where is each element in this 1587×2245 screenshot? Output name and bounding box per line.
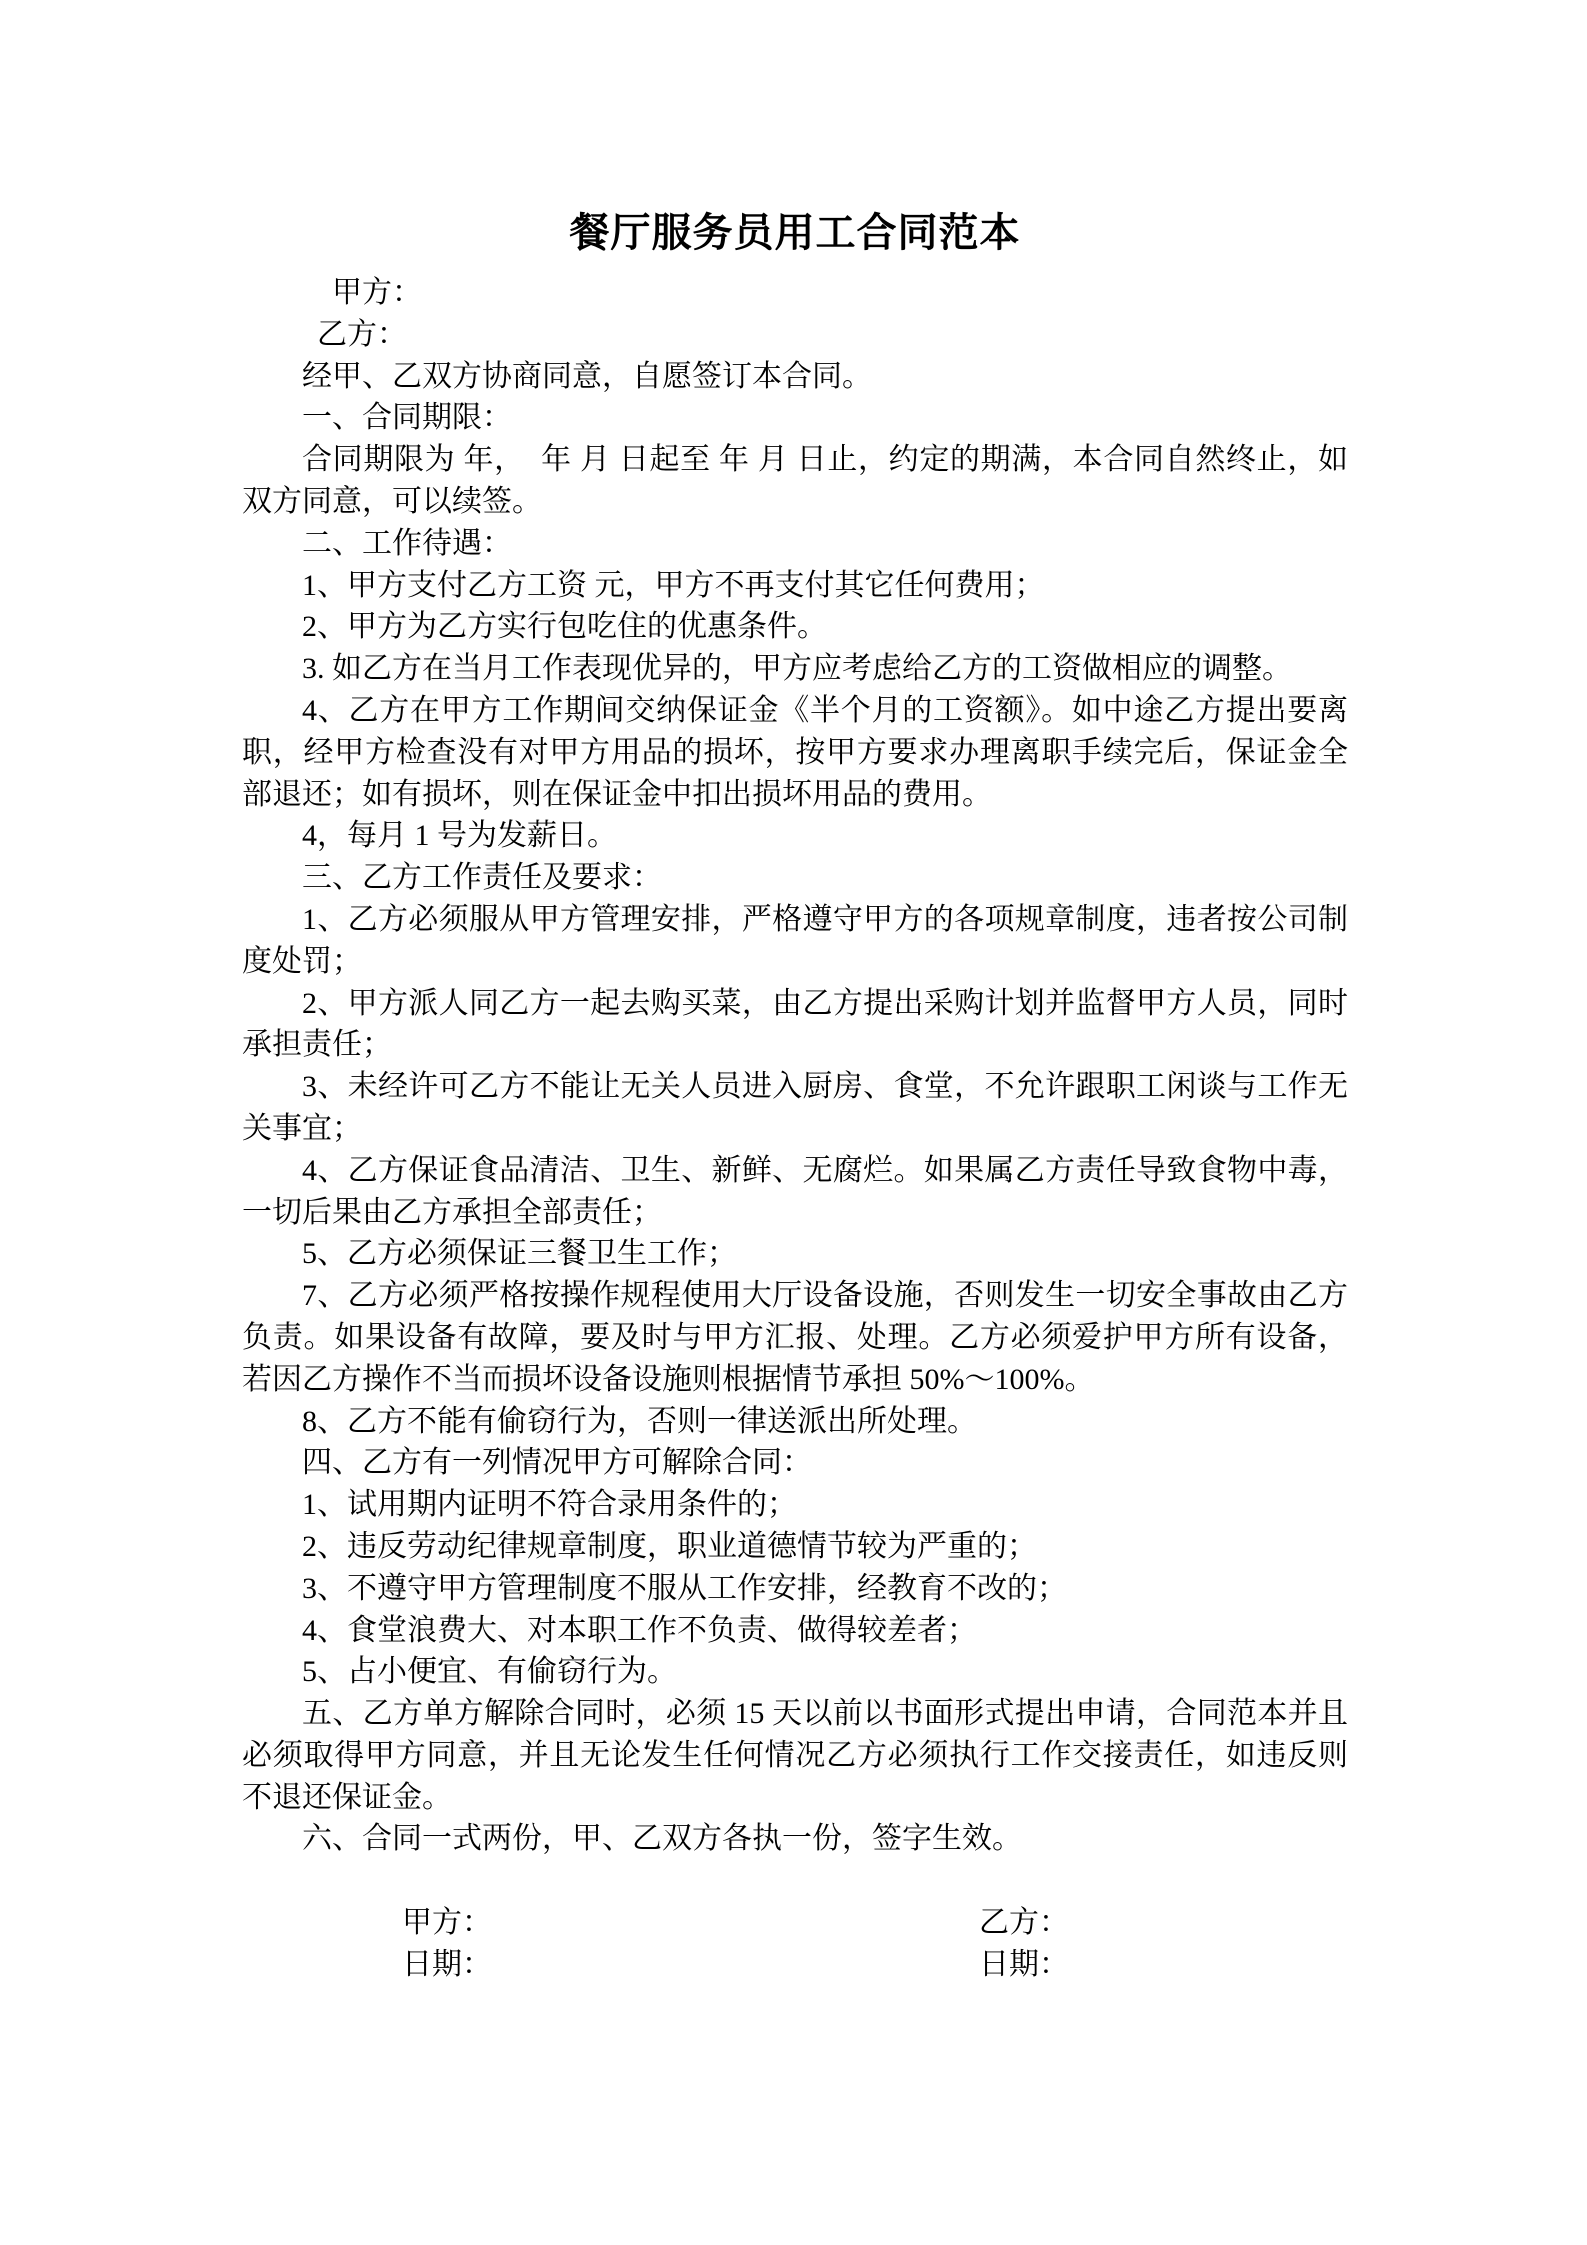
contract-body (242, 272, 1348, 1860)
contract-paragraph: 四、乙方有一列情况甲方可解除合同： (302, 1446, 812, 1480)
contract-paragraph: 2、甲方为乙方实行包吃住的优惠条件。 (302, 610, 827, 644)
signature-block (242, 1902, 1348, 2032)
party-a-date-label: 日期： (402, 1948, 492, 1982)
contract-paragraph: 3. 如乙方在当月工作表现优异的，甲方应考虑给乙方的工资做相应的调整。 (302, 652, 1292, 686)
contract-paragraph: 5、乙方必须保证三餐卫生工作； (302, 1237, 737, 1271)
contract-paragraph: 1、甲方支付乙方工资 元，甲方不再支付其它任何费用； (302, 568, 1045, 602)
contract-title: 餐厅服务员用工合同范本 (569, 210, 1021, 255)
signature-party-a (402, 1902, 492, 1986)
contract-paragraph: 三、乙方工作责任及要求： (302, 861, 662, 895)
contract-paragraph: 乙方： (317, 317, 407, 351)
signature-party-b (979, 1902, 1069, 1986)
contract-paragraph: 五、乙方单方解除合同时，必须 15 天以前以书面形式提出申请，合同范本并且必须取得甲方同意，并且无论发生任何情况乙方必须执行工作交接责任，如违反则不退还保证金。 (242, 1697, 1348, 1814)
party-b-date-label: 日期： (979, 1948, 1069, 1982)
party-a-label: 甲方： (402, 1906, 492, 1940)
contract-paragraph: 3、未经许可乙方不能让无关人员进入厨房、食堂，不允许跟职工闲谈与工作无关事宜； (242, 1070, 1348, 1145)
contract-paragraph: 8、乙方不能有偷窃行为，否则一律送派出所处理。 (302, 1404, 977, 1438)
contract-paragraph: 合同期限为 年， 年 月 日起至 年 月 日止，约定的期满，本合同自然终止，如双方同意，可以续签。 (242, 443, 1348, 518)
contract-paragraph: 1、试用期内证明不符合录用条件的； (302, 1488, 797, 1522)
party-b-label: 乙方： (979, 1906, 1069, 1940)
contract-paragraph: 一、合同期限： (302, 401, 512, 435)
contract-paragraph: 4、食堂浪费大、对本职工作不负责、做得较差者； (302, 1613, 977, 1647)
contract-paragraph: 六、合同一式两份，甲、乙双方各执一份，签字生效。 (302, 1822, 1022, 1856)
contract-paragraph: 4、乙方在甲方工作期间交纳保证金《半个月的工资额》。如中途乙方提出要离职，经甲方检查没有对甲方用品的损坏，按甲方要求办理离职手续完后，保证金全部退还；如有损坏，则在保证金中扣出损坏用品的费用。 (242, 693, 1348, 811)
contract-paragraph: 4，每月 1 号为发薪日。 (302, 819, 617, 853)
contract-paragraph: 1、乙方必须服从甲方管理安排，严格遵守甲方的各项规章制度，违者按公司制度处罚； (242, 902, 1348, 978)
contract-paragraph: 甲方： (332, 276, 422, 309)
contract-paragraph: 4、乙方保证食品清洁、卫生、新鲜、无腐烂。如果属乙方责任导致食物中毒，一切后果由乙方承担全部责任； (242, 1153, 1348, 1229)
contract-paragraph: 2、甲方派人同乙方一起去购买菜，由乙方提出采购计划并监督甲方人员，同时承担责任； (242, 986, 1348, 1062)
contract-paragraph: 2、违反劳动纪律规章制度，职业道德情节较为严重的； (302, 1529, 1037, 1563)
contract-paragraph: 二、工作待遇： (302, 526, 512, 560)
contract-paragraph: 7、乙方必须严格按操作规程使用大厅设备设施，否则发生一切安全事故由乙方负责。如果设备有故障，要及时与甲方汇报、处理。乙方必须爱护甲方所有设备，若因乙方操作不当而损坏设备设施则根据情节承担 50%～100%。 (242, 1279, 1348, 1396)
contract-paragraph: 5、占小便宜、有偷窃行为。 (302, 1655, 677, 1689)
contract-paragraph: 经甲、乙双方协商同意，自愿签订本合同。 (302, 359, 872, 393)
contract-paragraph: 3、不遵守甲方管理制度不服从工作安排，经教育不改的； (302, 1571, 1067, 1605)
